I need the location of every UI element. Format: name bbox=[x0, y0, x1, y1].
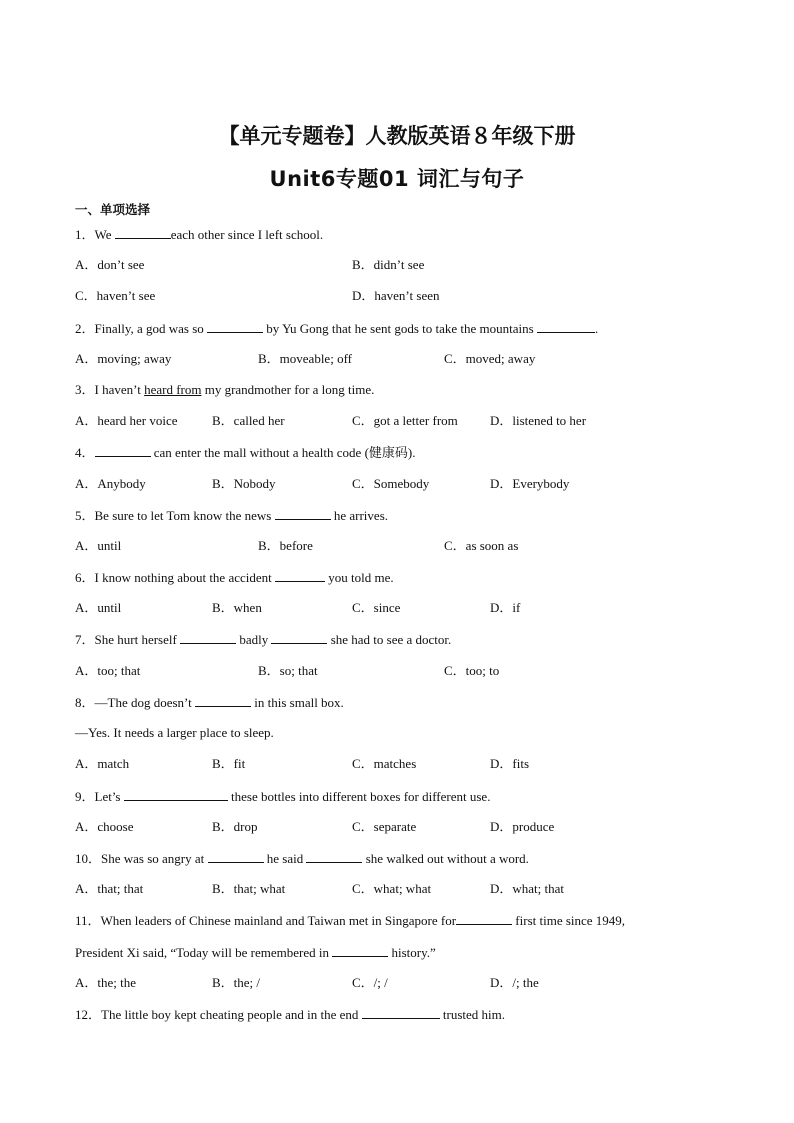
answer-blank bbox=[124, 788, 228, 801]
q11-option-c[interactable]: C．/; / bbox=[352, 975, 388, 990]
answer-blank bbox=[180, 631, 236, 644]
answer-blank bbox=[275, 569, 325, 582]
question-1: 1．We each other since I left school. bbox=[75, 227, 324, 242]
q4-option-a[interactable]: A．Anybody bbox=[75, 476, 146, 491]
q10-option-d[interactable]: D．what; that bbox=[490, 881, 565, 896]
q8-option-b[interactable]: B．fit bbox=[212, 756, 246, 771]
answer-blank bbox=[115, 226, 171, 239]
q11-option-a[interactable]: A．the; the bbox=[75, 975, 137, 990]
q8-option-a[interactable]: A．match bbox=[75, 756, 130, 771]
q9-option-a[interactable]: A．choose bbox=[75, 819, 134, 834]
question-11-continued: President Xi said, “Today will be remembered in history.” bbox=[75, 945, 436, 960]
answer-blank bbox=[275, 507, 331, 520]
q2-option-c[interactable]: C．moved; away bbox=[444, 351, 536, 366]
section-heading: 一、单项选择 bbox=[75, 202, 151, 217]
q10-option-c[interactable]: C．what; what bbox=[352, 881, 432, 896]
question-9: 9．Let’s these bottles into different boxes for different use. bbox=[75, 789, 491, 804]
q5-option-a[interactable]: A．until bbox=[75, 538, 122, 553]
q3-option-b[interactable]: B．called her bbox=[212, 413, 285, 428]
question-2: 2．Finally, a god was so by Yu Gong that he sent gods to take the mountains . bbox=[75, 321, 599, 336]
q1-option-a[interactable]: A．don’t see bbox=[75, 257, 145, 272]
q7-option-b[interactable]: B．so; that bbox=[258, 663, 318, 678]
answer-blank bbox=[208, 850, 264, 863]
question-12: 12．The little boy kept cheating people and in the end trusted him. bbox=[75, 1007, 506, 1022]
question-8: 8．—The dog doesn’t in this small box. bbox=[75, 695, 344, 710]
question-10: 10．She was so angry at he said she walked out without a word. bbox=[75, 851, 529, 866]
answer-blank bbox=[271, 631, 327, 644]
q10-option-b[interactable]: B．that; what bbox=[212, 881, 286, 896]
q4-option-c[interactable]: C．Somebody bbox=[352, 476, 430, 491]
question-7: 7．She hurt herself badly she had to see a doctor. bbox=[75, 632, 452, 647]
document-title: 【单元专题卷】人教版英语８年级下册 bbox=[218, 124, 576, 148]
question-8-response: —Yes. It needs a larger place to sleep. bbox=[75, 725, 274, 740]
q3-option-a[interactable]: A．heard her voice bbox=[75, 413, 178, 428]
answer-blank bbox=[195, 694, 251, 707]
answer-blank bbox=[332, 944, 388, 957]
answer-blank bbox=[456, 912, 512, 925]
q11-option-b[interactable]: B．the; / bbox=[212, 975, 261, 990]
q8-option-c[interactable]: C．matches bbox=[352, 756, 417, 771]
q5-option-b[interactable]: B．before bbox=[258, 538, 313, 553]
question-4: 4． can enter the mall without a health code (健康码). bbox=[75, 445, 416, 460]
q9-option-c[interactable]: C．separate bbox=[352, 819, 417, 834]
q6-option-d[interactable]: D．if bbox=[490, 600, 521, 615]
q2-option-a[interactable]: A．moving; away bbox=[75, 351, 172, 366]
q6-option-a[interactable]: A．until bbox=[75, 600, 122, 615]
question-5: 5．Be sure to let Tom know the news he arrives. bbox=[75, 508, 388, 523]
q10-option-a[interactable]: A．that; that bbox=[75, 881, 144, 896]
answer-blank bbox=[207, 320, 263, 333]
q4-option-b[interactable]: B．Nobody bbox=[212, 476, 276, 491]
q5-option-c[interactable]: C．as soon as bbox=[444, 538, 519, 553]
q3-option-d[interactable]: D．listened to her bbox=[490, 413, 587, 428]
q9-option-d[interactable]: D．produce bbox=[490, 819, 555, 834]
q6-option-c[interactable]: C．since bbox=[352, 600, 401, 615]
q8-option-d[interactable]: D．fits bbox=[490, 756, 530, 771]
q9-option-b[interactable]: B．drop bbox=[212, 819, 258, 834]
answer-blank bbox=[537, 320, 595, 333]
q3-option-c[interactable]: C．got a letter from bbox=[352, 413, 458, 428]
q11-option-d[interactable]: D．/; the bbox=[490, 975, 539, 990]
answer-blank bbox=[306, 850, 362, 863]
q7-option-c[interactable]: C．too; to bbox=[444, 663, 500, 678]
question-11: 11．When leaders of Chinese mainland and Taiwan met in Singapore for first time since 1949, bbox=[75, 913, 626, 928]
underlined-phrase: heard from bbox=[144, 382, 202, 397]
question-3: 3．I haven’t heard from my grandmother for a long time. bbox=[75, 382, 375, 397]
document-subtitle: Unit6专题01 词汇与句子 bbox=[269, 167, 525, 191]
q1-option-c[interactable]: C．haven’t see bbox=[75, 288, 156, 303]
q1-option-d[interactable]: D．haven’t seen bbox=[352, 288, 440, 303]
q7-option-a[interactable]: A．too; that bbox=[75, 663, 141, 678]
q1-option-b[interactable]: B．didn’t see bbox=[352, 257, 425, 272]
q2-option-b[interactable]: B．moveable; off bbox=[258, 351, 352, 366]
q4-option-d[interactable]: D．Everybody bbox=[490, 476, 570, 491]
answer-blank bbox=[362, 1006, 440, 1019]
question-6: 6．I know nothing about the accident you told me. bbox=[75, 570, 394, 585]
answer-blank bbox=[95, 444, 151, 457]
q6-option-b[interactable]: B．when bbox=[212, 600, 262, 615]
